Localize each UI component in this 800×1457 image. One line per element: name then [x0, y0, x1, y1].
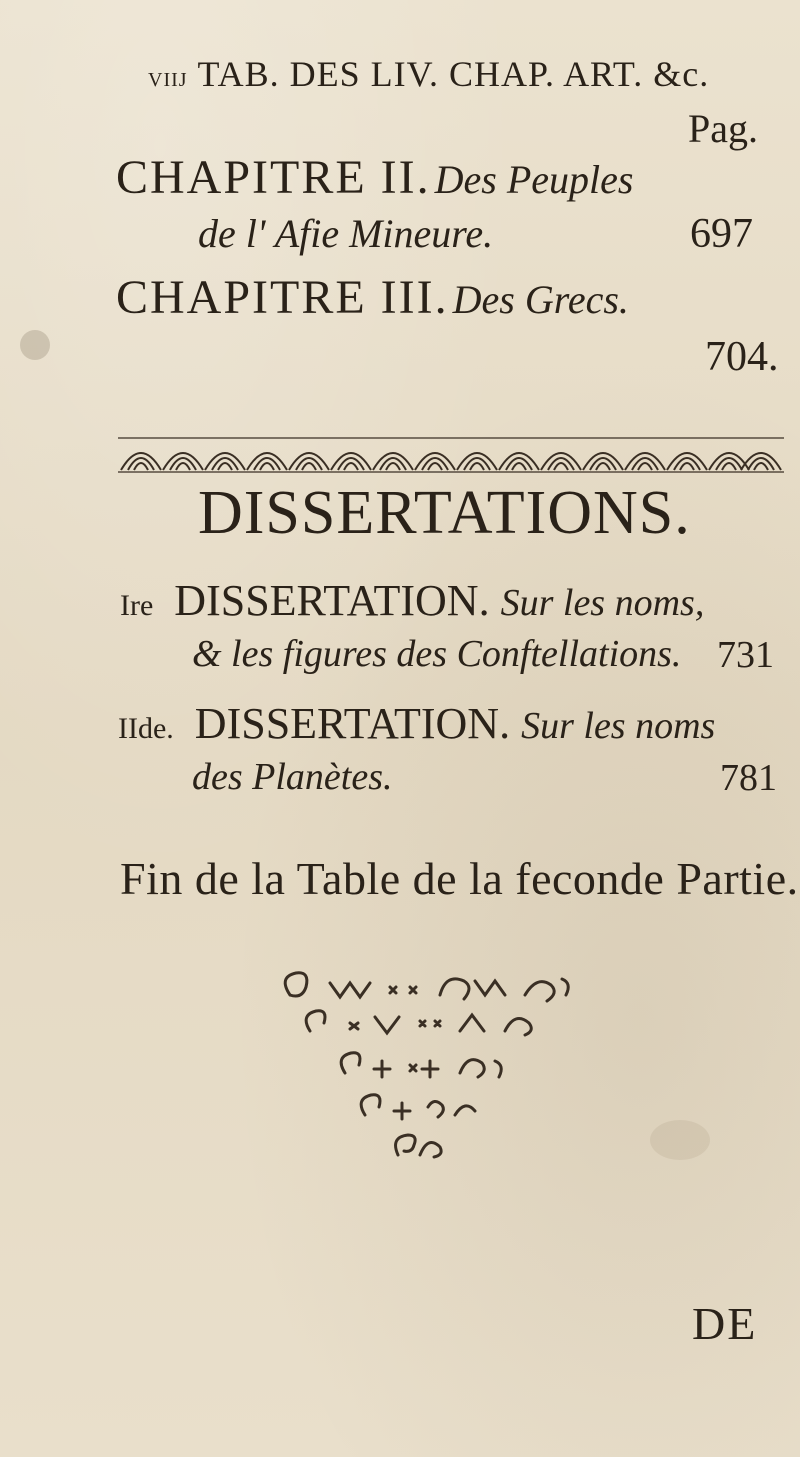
dissertation-1-label: DISSERTATION.: [174, 576, 490, 625]
ornamental-band-icon: [116, 430, 786, 478]
dissertation-1-page: 731: [717, 634, 774, 676]
chapter-2-title-line2: de l' Afie Mineure.: [198, 211, 494, 256]
dissertation-2-page: 781: [720, 757, 777, 799]
dissertation-2-label: DISSERTATION.: [194, 699, 511, 748]
section-title: DISSERTATIONS.: [198, 479, 691, 547]
chapter-3-page: 704.: [705, 334, 779, 380]
pag-label: Pag.: [688, 106, 758, 151]
dissertation-1-title-line2: & les figures des Conftellations.: [192, 633, 682, 675]
fleuron-icon: [270, 965, 590, 1180]
paper-stain: [650, 1120, 710, 1160]
running-head: [148, 40, 709, 98]
dissertation-2-title-line2: des Planètes.: [192, 756, 393, 798]
dissertation-1-ordinal: Ire: [120, 589, 154, 622]
chapter-2-title-line1: Des Peuples: [434, 157, 634, 202]
page-number: viij: [148, 62, 188, 93]
chapter-2-page: 697: [690, 211, 753, 257]
chapter-3-title-line1: Des Grecs.: [452, 277, 629, 322]
dissertation-2-title-line1: Sur les noms: [521, 705, 716, 747]
chapter-2-heading: CHAPITRE II.: [116, 151, 431, 204]
running-head-title: TAB. DES LIV. CHAP. ART. &c.: [197, 54, 710, 94]
chapter-3-heading: CHAPITRE III.: [116, 271, 449, 324]
closing-text: Fin de la Table de la feconde Partie.: [120, 853, 799, 904]
dissertation-2-line1: [118, 698, 715, 749]
chapter-3-line: [116, 270, 629, 325]
dissertation-2-ordinal: IIde.: [118, 712, 174, 745]
chapter-2-line: [116, 150, 633, 205]
paper-stain: [20, 330, 50, 360]
dissertation-1-line1: [120, 575, 704, 626]
dissertation-1-title-line1: Sur les noms,: [500, 582, 705, 624]
catchword: DE: [692, 1298, 758, 1349]
